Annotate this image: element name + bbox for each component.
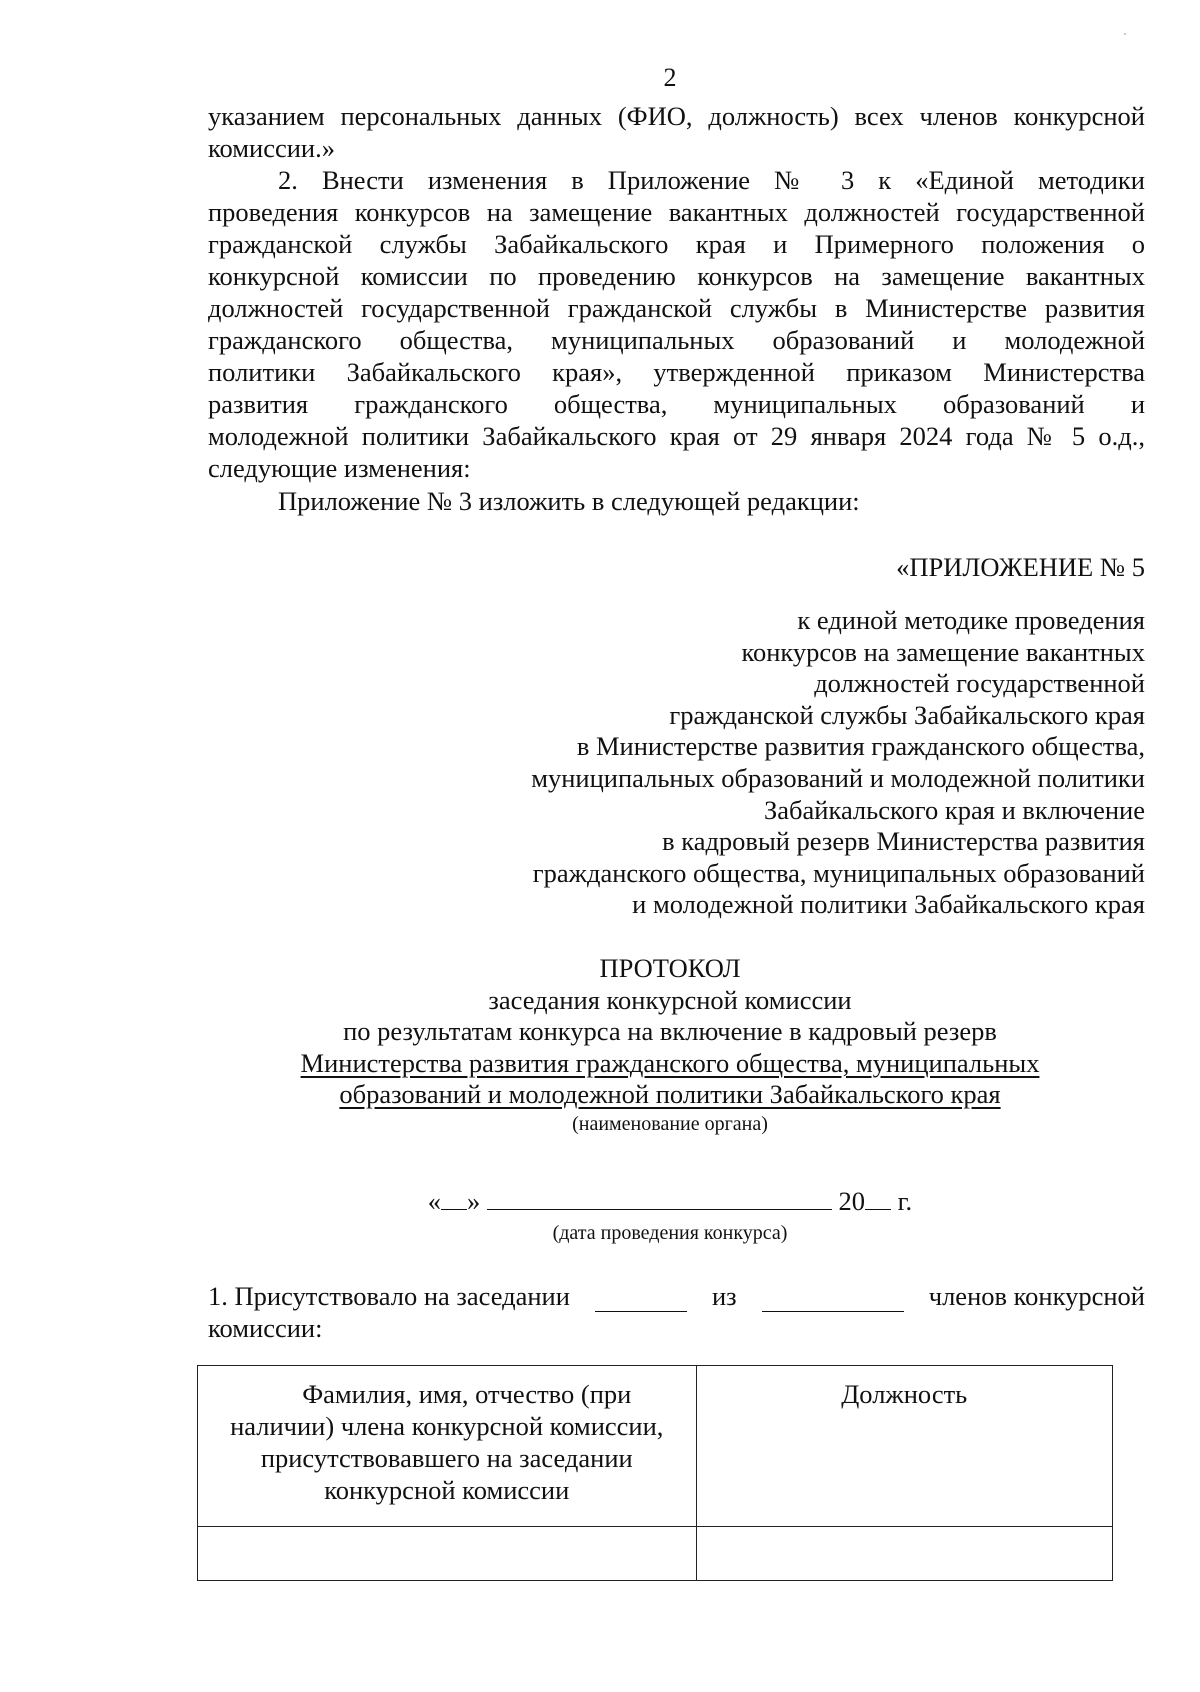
paragraph-2 [208,164,1145,484]
header-name-line: присутствовавшего на заседании [260,1443,633,1473]
header-member-name [198,1366,697,1527]
p2-line-4: должностей государственной гражданской службы в Министерстве развития [208,293,1145,323]
appendix-line: должностей государственной [814,668,1145,699]
present-count-blank[interactable] [595,1287,687,1312]
member-name-cell[interactable] [198,1527,697,1581]
date-line [190,1185,1150,1217]
p2-line-8: молодежной политики Забайкальского края от 29 января 2024 года № 5 о.д., [208,421,1145,451]
date-close-quote: » [467,1186,481,1216]
table-row [198,1527,1113,1581]
table-header-row [198,1366,1113,1527]
p2-line-0: 2. Внести изменения в Приложение № 3 к «Единой методики [278,165,1145,195]
protocol-heading [190,953,1150,1137]
attendance-prefix: 1. Присутствовало на заседании [208,1281,570,1311]
p3-text: Приложение № 3 изложить в следующей редакции: [278,486,860,516]
date-caption: (дата проведения конкурса) [552,1222,788,1244]
appendix-title: «ПРИЛОЖЕНИЕ № 5 [896,552,1145,582]
header-position: Должность [696,1366,1112,1527]
day-blank[interactable] [441,1185,467,1210]
attendance-line-2: комиссии: [208,1313,323,1343]
appendix-line: к единой методике проведения [797,605,1145,635]
header-name-line: наличии) члена конкурсной комиссии, [230,1411,664,1441]
p2-line-5: гражданского общества, муниципальных образований и молодежной [208,325,1145,355]
intro-text [208,100,1145,164]
p2-line-9: следующие изменения: [208,453,471,483]
attendance-row [208,1280,1145,1312]
protocol-subtitle-2: по результатам конкурса на включение в кадровый резерв [343,1016,997,1046]
intro-line-1: указанием персональных данных (ФИО, должность) всех членов конкурсной [208,101,1145,131]
date-open-quote: « [427,1186,442,1216]
p2-line-1: проведения конкурсов на замещение вакантных должностей государственной [208,197,1145,227]
p2-line-7: развития гражданского общества, муниципальных образований и [208,389,1145,419]
appendix-line: конкурсов на замещение вакантных [741,636,1145,667]
attendance-suffix: членов конкурсной [928,1281,1145,1311]
appendix-description [405,605,1145,921]
attendance-paragraph [208,1280,1145,1344]
appendix-line: гражданского общества, муниципальных образований [532,857,1145,888]
members-table [197,1365,1113,1581]
scan-speck [1124,33,1126,35]
paragraph-3 [208,485,1145,517]
month-blank[interactable] [487,1185,832,1210]
protocol-title: ПРОТОКОЛ [599,953,741,983]
organ-caption: (наименование органа) [572,1112,768,1135]
appendix-line: и молодежной политики Забайкальского края [632,889,1145,920]
appendix-line: в кадровый резерв Министерства развития [662,826,1145,857]
year-suffix: г. [897,1186,913,1216]
organ-name-line-1: Министерства развития гражданского общества, муниципальных [300,1047,1040,1078]
p2-line-6: политики Забайкальского края», утвержденной приказом Министерства [208,357,1145,387]
appendix-header [405,552,1145,584]
total-count-blank[interactable] [762,1287,904,1312]
member-position-cell[interactable] [696,1527,1112,1581]
year-blank[interactable] [865,1185,891,1210]
p2-line-2: гражданской службы Забайкальского края и Примерного положения о [208,229,1145,259]
appendix-line: в Министерстве развития гражданского общества, [576,731,1145,762]
appendix-line: гражданской службы Забайкальского края [669,699,1145,730]
appendix-line: Забайкальского края и включение [764,794,1145,825]
organ-name-line-2: образований и молодежной политики Забайкальского края [339,1079,1001,1109]
p2-line-3: конкурсной комиссии по проведению конкурсов на замещение вакантных [208,261,1145,291]
attendance-middle: из [712,1281,737,1311]
appendix-line: муниципальных образований и молодежной политики [531,762,1145,793]
protocol-subtitle-1: заседания конкурсной комиссии [488,984,852,1015]
year-prefix: 20 [838,1186,866,1216]
intro-line-2: комиссии.» [208,133,335,163]
header-name-line: Фамилия, имя, отчество (при [302,1379,632,1409]
header-name-line: конкурсной комиссии [324,1475,570,1505]
page-number: 2 [663,63,677,92]
